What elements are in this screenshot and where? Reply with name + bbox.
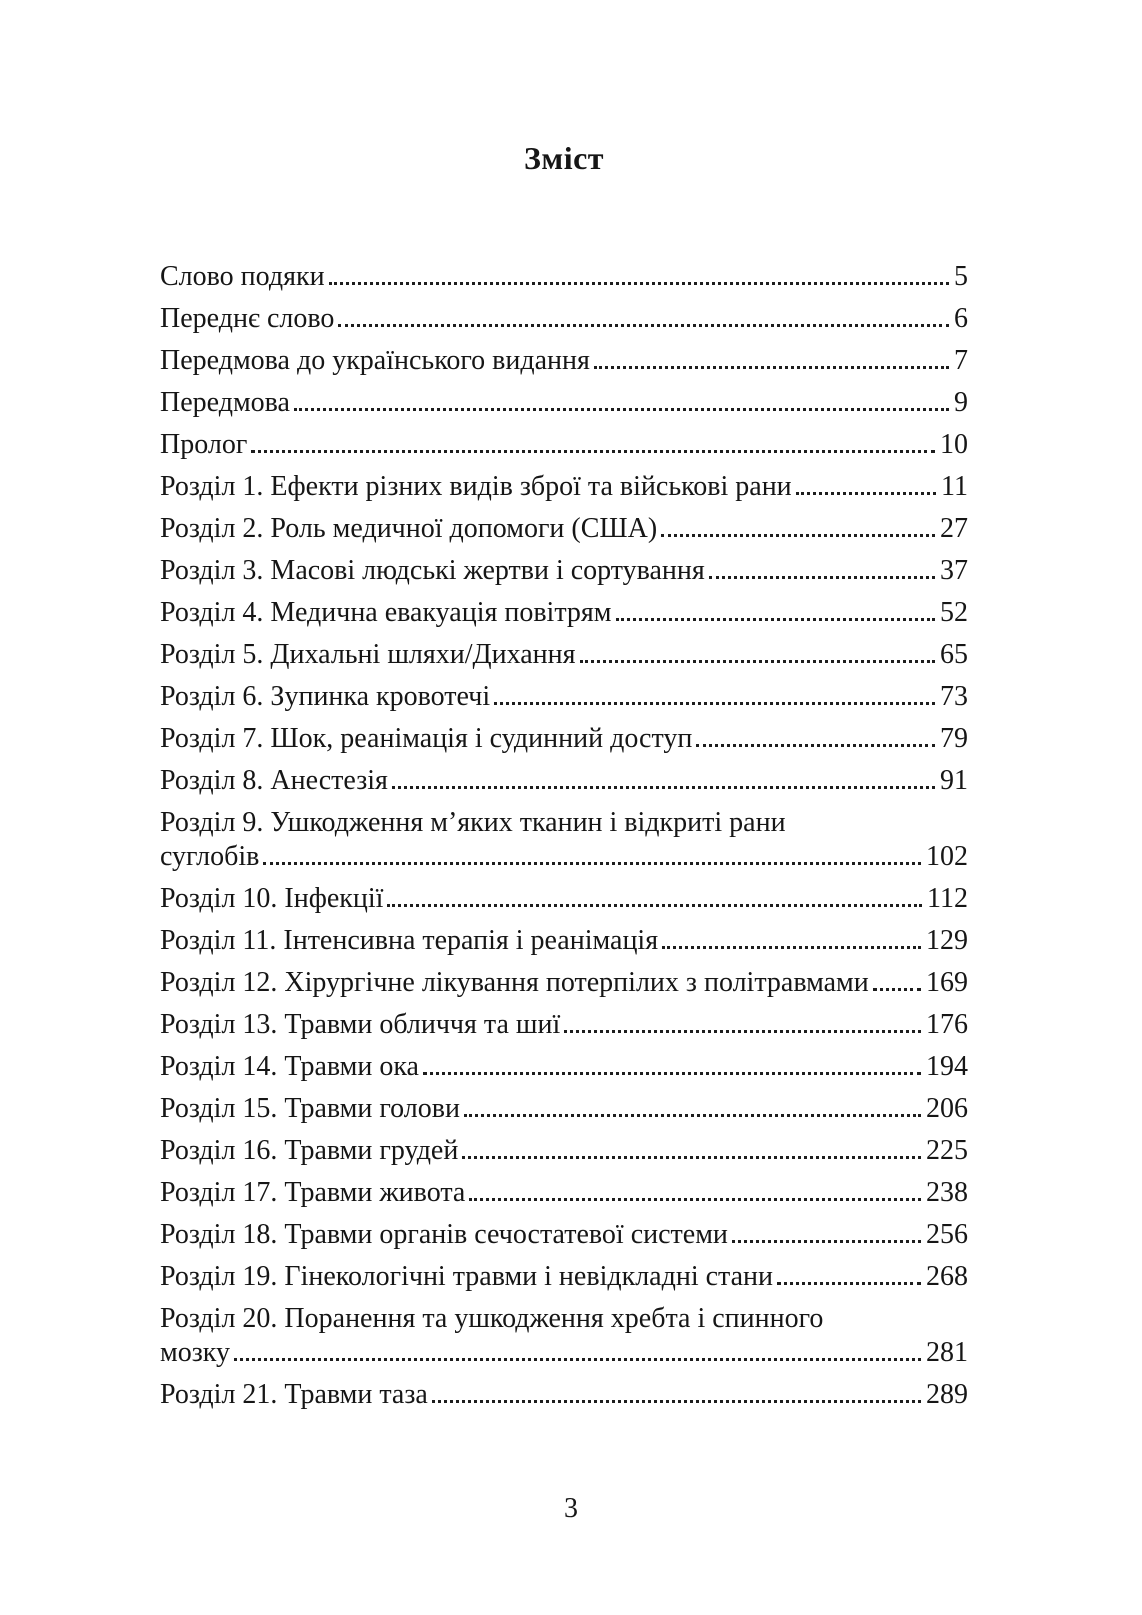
toc-entry-title: Розділ 12. Хірургічне лікування потерпілих з політравмами — [160, 967, 869, 998]
toc-entry-line — [160, 1378, 968, 1412]
dot-leader — [432, 1396, 921, 1403]
toc-entry-line — [160, 428, 968, 462]
toc-entry — [160, 1092, 968, 1126]
toc-entry-page-number: 176 — [926, 1009, 968, 1040]
dot-leader — [796, 488, 936, 495]
toc-entry-line — [160, 470, 968, 504]
toc-entry-title: Пролог — [160, 429, 248, 460]
toc-entry-title: Слово подяки — [160, 261, 325, 292]
toc-entry-line — [160, 512, 968, 546]
toc-entry — [160, 1302, 968, 1370]
toc-entry-line — [160, 966, 968, 1000]
toc-entry-line — [160, 260, 968, 294]
dot-leader — [234, 1354, 921, 1361]
toc-entry-title: Переднє слово — [160, 303, 335, 334]
toc-entry-page-number: 73 — [940, 681, 968, 712]
dot-leader — [662, 942, 921, 949]
toc-entry-title: Розділ 9. Ушкодження м’яких тканин і відкриті рани — [160, 807, 786, 838]
toc-entry-page-number: 10 — [940, 429, 968, 460]
toc-entry-continuation-line — [160, 840, 968, 874]
toc-entry-title: Розділ 20. Поранення та ушкодження хребта і спинного — [160, 1303, 824, 1334]
dot-leader — [709, 572, 935, 579]
toc-entry-title: Розділ 1. Ефекти різних видів зброї та військові рани — [160, 471, 792, 502]
toc-entry-line — [160, 924, 968, 958]
toc-entry — [160, 1260, 968, 1294]
toc-entry-page-number: 91 — [940, 765, 968, 796]
toc-entry-line — [160, 1218, 968, 1252]
toc-entry-page-number: 194 — [926, 1051, 968, 1082]
toc-entry-line — [160, 638, 968, 672]
toc-entry-title: Розділ 10. Інфекції — [160, 883, 384, 914]
dot-leader — [464, 1110, 921, 1117]
toc-entry — [160, 1176, 968, 1210]
dot-leader — [732, 1236, 921, 1243]
page-title: Зміст — [524, 140, 604, 176]
toc-entry-page-number: 225 — [926, 1135, 968, 1166]
toc-entry — [160, 1134, 968, 1168]
toc-entry-title: Передмова — [160, 387, 290, 418]
toc-entry-title: Розділ 15. Травми голови — [160, 1093, 460, 1124]
dot-leader — [329, 278, 949, 285]
toc-entry-title: Розділ 14. Травми ока — [160, 1051, 419, 1082]
toc-entry — [160, 638, 968, 672]
toc-entry — [160, 806, 968, 874]
toc-entry-title: Розділ 8. Анестезія — [160, 765, 388, 796]
toc-entry-page-number: 268 — [926, 1261, 968, 1292]
dot-leader — [696, 740, 935, 747]
toc-entry-line — [160, 680, 968, 714]
toc-entry — [160, 722, 968, 756]
toc-entry-continuation: суглобів — [160, 841, 260, 872]
toc-entry-page-number: 112 — [927, 883, 968, 914]
toc-entry-page-number: 11 — [941, 471, 968, 502]
dot-leader — [423, 1068, 921, 1075]
toc-entry-title: Розділ 13. Травми обличчя та шиї — [160, 1009, 561, 1040]
toc-entry — [160, 924, 968, 958]
toc-entry-line — [160, 764, 968, 798]
toc-entry-title: Розділ 16. Травми грудей — [160, 1135, 459, 1166]
toc-entry-line — [160, 386, 968, 420]
toc-entry-page-number: 27 — [940, 513, 968, 544]
toc-entry-page-number: 6 — [954, 303, 968, 334]
toc-entry — [160, 428, 968, 462]
toc-entry-page-number: 79 — [940, 723, 968, 754]
toc-entry-title: Розділ 11. Інтенсивна терапія і реанімація — [160, 925, 659, 956]
toc-entry-line — [160, 344, 968, 378]
toc-entry-title: Розділ 2. Роль медичної допомоги (США) — [160, 513, 658, 544]
toc-entry-title: Передмова до українського видання — [160, 345, 590, 376]
dot-leader — [251, 446, 935, 453]
toc-entry-line — [160, 1008, 968, 1042]
toc-entry-title: Розділ 7. Шок, реанімація і судинний доступ — [160, 723, 693, 754]
toc-entry — [160, 596, 968, 630]
toc-entry-page-number: 281 — [926, 1337, 968, 1368]
dot-leader — [462, 1152, 921, 1159]
toc-entry-line — [160, 806, 968, 840]
toc-entry-page-number: 5 — [954, 261, 968, 292]
toc-entry — [160, 260, 968, 294]
toc-entry — [160, 344, 968, 378]
toc-entry-title: Розділ 6. Зупинка кровотечі — [160, 681, 491, 712]
toc-entry-line — [160, 722, 968, 756]
dot-leader — [263, 858, 921, 865]
dot-leader — [564, 1026, 921, 1033]
toc-entry-page-number: 206 — [926, 1093, 968, 1124]
toc-entry-title: Розділ 3. Масові людські жертви і сортування — [160, 555, 705, 586]
toc-entry — [160, 386, 968, 420]
toc-entry-line — [160, 882, 968, 916]
toc-entry-page-number: 289 — [926, 1379, 968, 1410]
page-content — [160, 138, 968, 1420]
dot-leader — [494, 698, 935, 705]
toc-entry-title: Розділ 18. Травми органів сечостатевої системи — [160, 1219, 728, 1250]
toc-entry-page-number: 7 — [954, 345, 968, 376]
toc-entry — [160, 1218, 968, 1252]
toc-entry-line — [160, 1092, 968, 1126]
toc-entry — [160, 512, 968, 546]
toc-entry-line — [160, 554, 968, 588]
table-of-contents — [160, 260, 968, 1412]
toc-entry-page-number: 37 — [940, 555, 968, 586]
toc-entry — [160, 680, 968, 714]
dot-leader — [873, 984, 921, 991]
toc-entry-title: Розділ 17. Травми живота — [160, 1177, 466, 1208]
dot-leader — [387, 900, 922, 907]
footer-page-number: 3 — [564, 1493, 578, 1524]
toc-entry-title: Розділ 4. Медична евакуація повітрям — [160, 597, 612, 628]
toc-entry-line — [160, 1176, 968, 1210]
toc-entry-line — [160, 596, 968, 630]
toc-entry — [160, 554, 968, 588]
dot-leader — [580, 656, 936, 663]
toc-entry-page-number: 102 — [926, 841, 968, 872]
dot-leader — [469, 1194, 921, 1201]
toc-entry — [160, 966, 968, 1000]
dot-leader — [661, 530, 935, 537]
toc-entry — [160, 1008, 968, 1042]
toc-entry-title: Розділ 5. Дихальні шляхи/Дихання — [160, 639, 576, 670]
toc-entry — [160, 882, 968, 916]
toc-entry-continuation-line — [160, 1336, 968, 1370]
toc-entry-title: Розділ 21. Травми таза — [160, 1379, 428, 1410]
toc-entry-line — [160, 1260, 968, 1294]
dot-leader — [616, 614, 935, 621]
toc-entry-continuation: мозку — [160, 1337, 230, 1368]
toc-entry-line — [160, 302, 968, 336]
toc-entry — [160, 470, 968, 504]
dot-leader — [338, 320, 949, 327]
toc-entry-page-number: 256 — [926, 1219, 968, 1250]
toc-entry — [160, 1378, 968, 1412]
toc-entry — [160, 1050, 968, 1084]
toc-entry — [160, 302, 968, 336]
toc-entry-page-number: 238 — [926, 1177, 968, 1208]
dot-leader — [294, 404, 949, 411]
toc-entry-page-number: 9 — [954, 387, 968, 418]
toc-entry-page-number: 65 — [940, 639, 968, 670]
dot-leader — [594, 362, 949, 369]
dot-leader — [777, 1278, 921, 1285]
toc-entry-line — [160, 1302, 968, 1336]
toc-entry-page-number: 169 — [926, 967, 968, 998]
toc-entry-page-number: 129 — [926, 925, 968, 956]
toc-entry-title: Розділ 19. Гінекологічні травми і невідкладні стани — [160, 1261, 774, 1292]
toc-entry-line — [160, 1134, 968, 1168]
toc-entry-page-number: 52 — [940, 597, 968, 628]
dot-leader — [392, 782, 935, 789]
toc-entry-line — [160, 1050, 968, 1084]
toc-entry — [160, 764, 968, 798]
